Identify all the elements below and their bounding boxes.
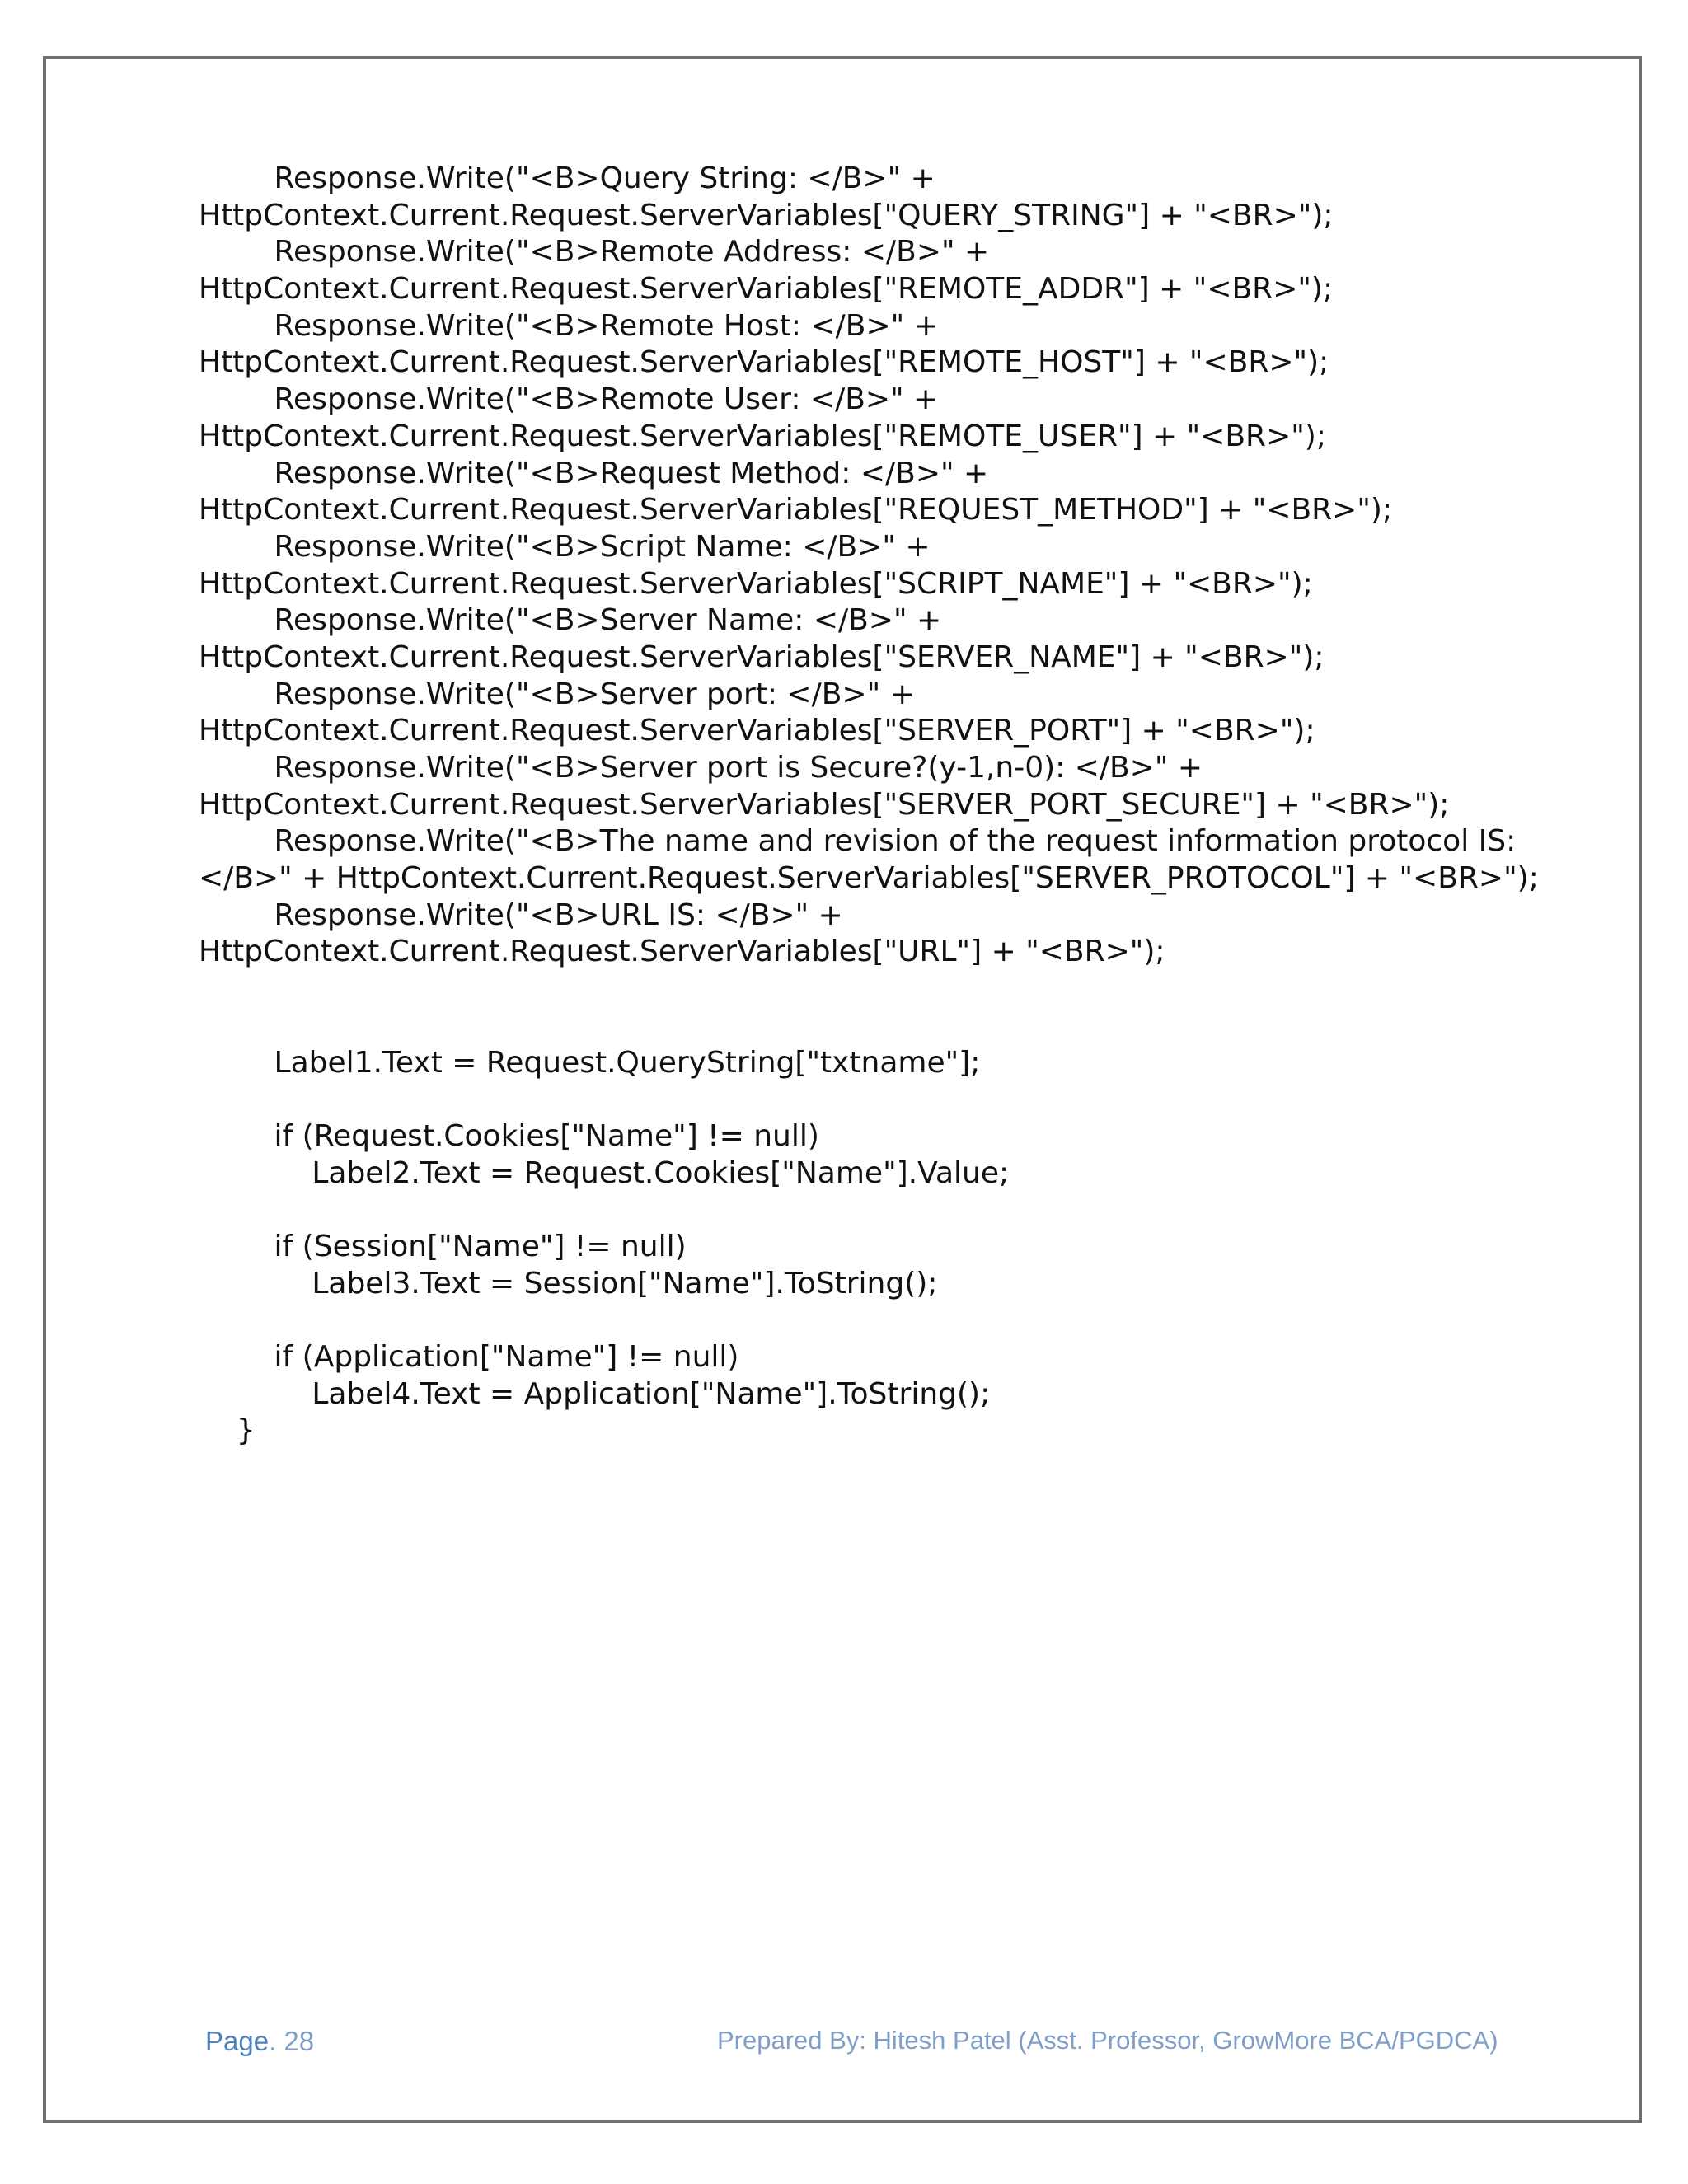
code-line (199, 1081, 1616, 1118)
code-line: HttpContext.Current.Request.ServerVariables["REMOTE_ADDR"] + "<BR>"); (199, 272, 1334, 307)
code-line: HttpContext.Current.Request.ServerVariables["QUERY_STRING"] + "<BR>"); (199, 198, 1334, 232)
code-line: Response.Write("<B>Script Name: </B>" + (199, 529, 931, 564)
code-line: Response.Write("<B>URL IS: </B>" + (199, 898, 843, 932)
code-line: } (199, 1413, 256, 1448)
code-line: Response.Write("<B>Server port: </B>" + (199, 677, 915, 711)
code-line: </B>" + HttpContext.Current.Request.ServerVariables["SERVER_PROTOCOL"] + "<BR>"); (199, 861, 1539, 896)
code-line: HttpContext.Current.Request.ServerVariables["SERVER_PORT_SECURE"] + "<BR>"); (199, 787, 1450, 822)
code-line (199, 1302, 1616, 1339)
code-line: Response.Write("<B>Remote User: </B>" + (199, 382, 939, 417)
code-line: HttpContext.Current.Request.ServerVariables["REQUEST_METHOD"] + "<BR>"); (199, 493, 1393, 527)
code-line (199, 1192, 1616, 1229)
code-line: HttpContext.Current.Request.ServerVariables["SERVER_NAME"] + "<BR>"); (199, 640, 1325, 674)
code-line: Response.Write("<B>Query String: </B>" + (199, 162, 935, 195)
code-line: Response.Write("<B>Remote Address: </B>" + (199, 235, 990, 269)
code-line: Response.Write("<B>Server Name: </B>" + (199, 603, 942, 638)
prepared-by-footer: Prepared By: Hitesh Patel (Asst. Professor, GrowMore BCA/PGDCA) (717, 2026, 1498, 2055)
code-line: if (Application["Name"] != null) (199, 1340, 739, 1374)
code-line: Label2.Text = Request.Cookies["Name"].Value; (199, 1155, 1010, 1190)
code-line: Response.Write("<B>Remote Host: </B>" + (199, 308, 939, 343)
code-line: if (Session["Name"] != null) (199, 1229, 687, 1263)
code-line: Response.Write("<B>Request Method: </B>" + (199, 456, 989, 490)
code-line: HttpContext.Current.Request.ServerVariables["REMOTE_USER"] + "<BR>"); (199, 419, 1326, 453)
code-line: Label4.Text = Application["Name"].ToString(); (199, 1376, 991, 1411)
page-label: Page (205, 2026, 270, 2056)
code-line: Response.Write("<B>The name and revision of the request information protocol IS: (199, 824, 1517, 859)
code-line: HttpContext.Current.Request.ServerVariables["SCRIPT_NAME"] + "<BR>"); (199, 566, 1313, 601)
code-line (199, 1008, 1616, 1045)
page-number-footer (205, 2026, 314, 2057)
code-line: HttpContext.Current.Request.ServerVariables["SERVER_PORT"] + "<BR>"); (199, 714, 1315, 748)
code-line: if (Request.Cookies["Name"] != null) (199, 1118, 819, 1153)
code-line: Response.Write("<B>Server port is Secure?(y-1,n-0): </B>" + (199, 751, 1203, 785)
code-line (199, 971, 1616, 1008)
code-line: Label1.Text = Request.QueryString["txtname"]; (199, 1045, 981, 1080)
code-line: HttpContext.Current.Request.ServerVariables["URL"] + "<BR>"); (199, 935, 1165, 969)
code-line: Label3.Text = Session["Name"].ToString(); (199, 1266, 938, 1301)
code-line: HttpContext.Current.Request.ServerVariables["REMOTE_HOST"] + "<BR>"); (199, 345, 1329, 380)
code-block (199, 161, 1616, 1450)
page-number: . 28 (269, 2026, 315, 2056)
